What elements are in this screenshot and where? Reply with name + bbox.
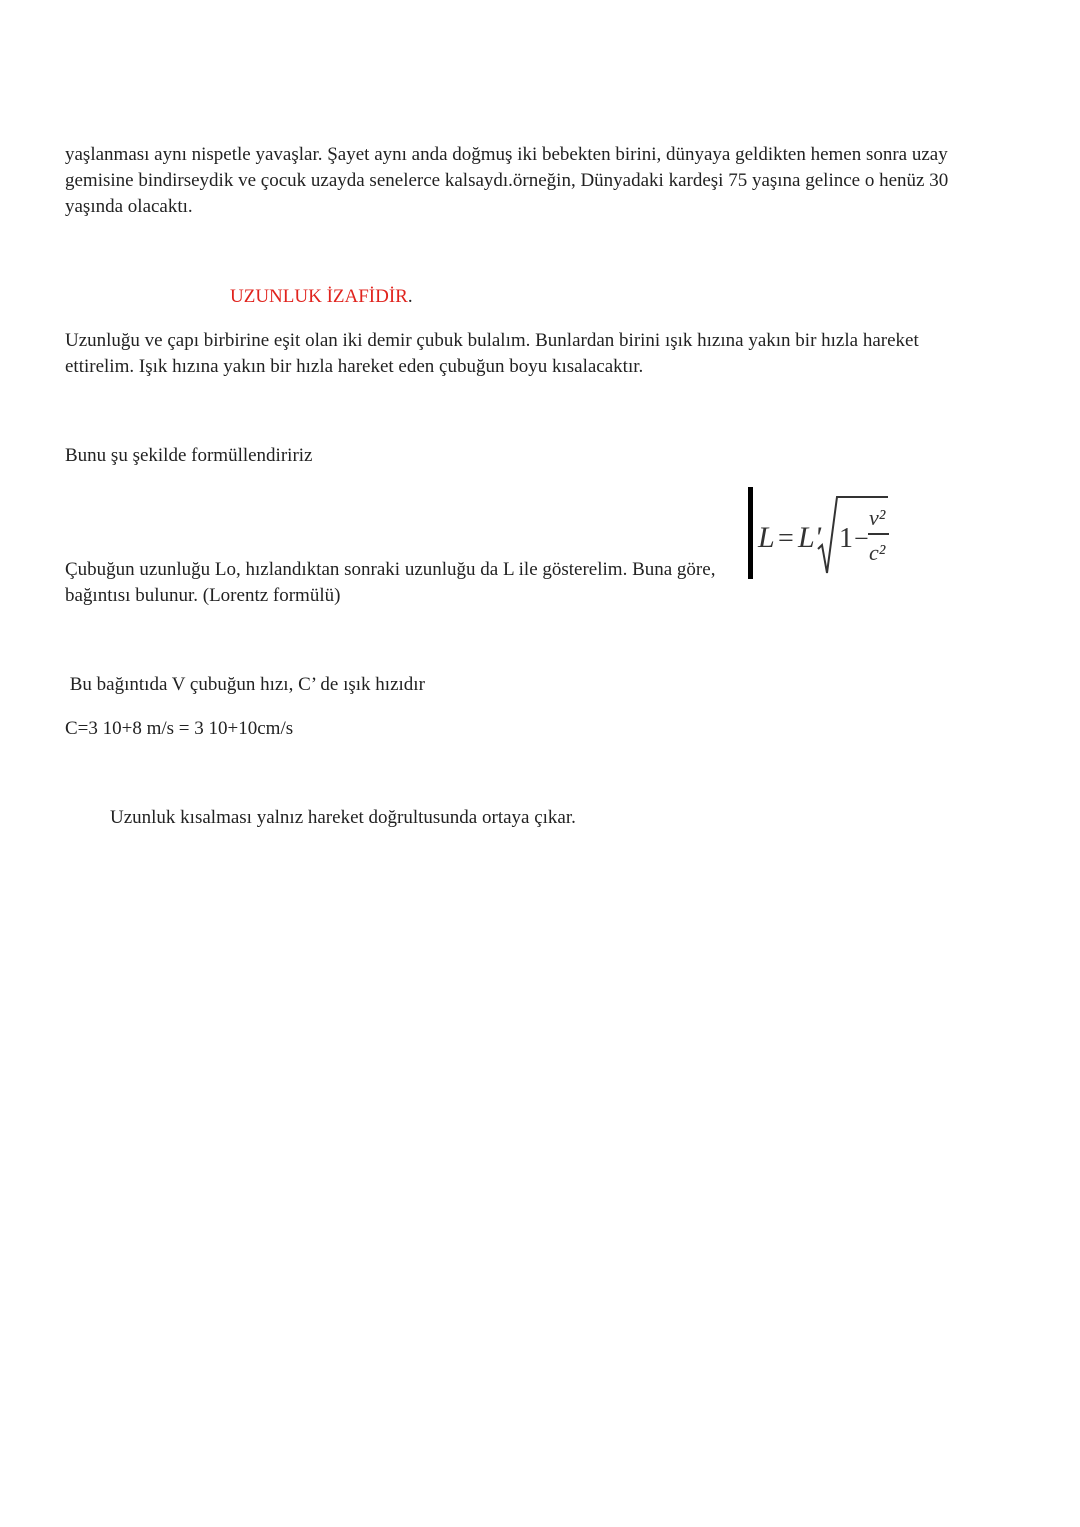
formula-equals: = (778, 523, 794, 554)
formula-one: 1 (839, 523, 853, 554)
intro-line: yaşında olacaktı. (65, 196, 193, 217)
intro-paragraph (65, 142, 1010, 220)
rods-line: Uzunluğu ve çapı birbirine eşit olan iki demir çubuk bulalım. Bunlardan birini ışık hızına yakın bir hızla hareket (65, 330, 919, 351)
lorentz-formula (748, 487, 898, 579)
formula-intro-text: Bunu şu şekilde formüllendiririz (65, 445, 313, 466)
formula-intro-paragraph (65, 443, 1010, 469)
conclusion-text: Uzunluk kısalması yalnız hareket doğrultusunda ortaya çıkar. (110, 807, 576, 828)
formula-left-bar (748, 487, 753, 579)
explanation-text: Bu bağıntıda V çubuğun hızı, C’ de ışık hızıdır (65, 674, 425, 695)
formula-minus: − (854, 524, 869, 553)
speed-of-light-paragraph (65, 716, 1010, 742)
formula-numerator: v² (869, 505, 886, 530)
intro-line: yaşlanması aynı nispetle yavaşlar. Şayet aynı anda doğmuş iki bebekten birini, dünyaya geldikten hemen sonra uzay (65, 144, 948, 165)
rods-paragraph (65, 328, 1010, 380)
intro-line: gemisine bindirseydik ve çocuk uzayda senelerce kalsaydı.örneğin, Dünyadaki kardeşi 75 yaşına gelince o henüz 30 (65, 170, 949, 191)
speed-of-light-text: C=3 10+8 m/s = 3 10+10cm/s (65, 718, 294, 739)
section-heading (230, 284, 413, 310)
section-heading-suffix: . (407, 286, 413, 307)
formula-denominator: c² (869, 540, 886, 565)
lorentz-line-1: Çubuğun uzunluğu Lo, hızlandıktan sonraki uzunluğu da L ile gösterelim. Buna göre, (65, 559, 716, 580)
lorentz-formula-graphic (748, 487, 898, 579)
formula-lhs: L (758, 521, 775, 554)
section-heading-text: UZUNLUK İZAFİDİR (230, 286, 408, 307)
rods-line: ettirelim. Işık hızına yakın bir hızla hareket eden çubuğun boyu kısalacaktır. (65, 356, 644, 377)
conclusion-paragraph (110, 805, 1010, 831)
formula-rhs-symbol: L' (798, 521, 822, 554)
lorentz-line-2: bağıntısı bulunur. (Lorentz formülü) (65, 585, 341, 606)
explanation-paragraph (65, 672, 1010, 698)
